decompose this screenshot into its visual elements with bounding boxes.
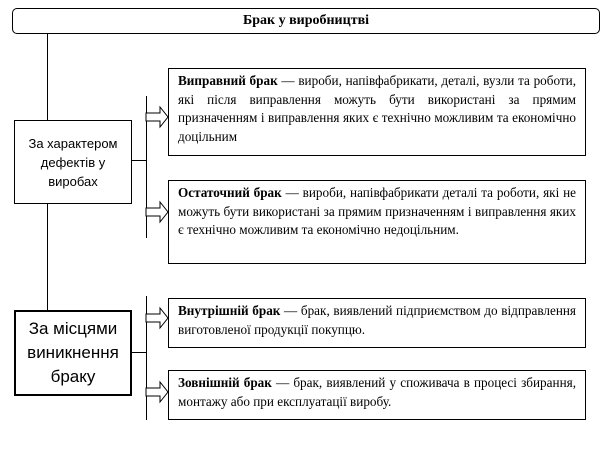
term-final-defect: Остаточний брак <box>178 185 282 200</box>
category-defect-nature: За характером дефектів у виробах <box>14 120 132 204</box>
arrow-to-def1 <box>146 107 168 127</box>
term-internal-defect: Внутрішній брак <box>178 303 281 318</box>
term-external-defect: Зовнішній брак <box>178 375 272 390</box>
category-occurrence-place: За місцями виникнення браку <box>14 310 132 396</box>
term-dash: — <box>277 73 299 88</box>
term-dash: — <box>280 303 301 318</box>
arrow-to-def4 <box>146 382 168 402</box>
definition-text: вироби, напівфабрикати, деталі, вузли та роботи, які після виправлення можуть бути використані за прямим призначенням і виправлення яких є технічно можливим та економічно доцільним <box>178 73 576 144</box>
diagram-title: Брак у виробництві <box>12 8 600 34</box>
arrow-to-def2 <box>146 202 168 222</box>
arrow-to-def3 <box>146 308 168 328</box>
definition-correctable-defect <box>168 68 586 156</box>
definition-internal-defect <box>168 298 586 348</box>
definition-text: брак, виявлений підприємством до відправлення виготовленої продукції покупцю. <box>178 303 576 337</box>
definition-text: вироби, напівфабрикати деталі та роботи, які не можуть бути використані за прямим призначенням і виправлення яких є технічно можливим та економічно недоцільним. <box>178 185 576 237</box>
term-dash: — <box>271 375 294 390</box>
term-dash: — <box>281 185 303 200</box>
definition-external-defect <box>168 370 586 420</box>
definition-text: брак, виявлений у споживача в процесі збирання, монтажу або при експлуатації виробу. <box>178 375 576 409</box>
definition-final-defect <box>168 180 586 264</box>
term-correctable-defect: Виправний брак <box>178 73 278 88</box>
